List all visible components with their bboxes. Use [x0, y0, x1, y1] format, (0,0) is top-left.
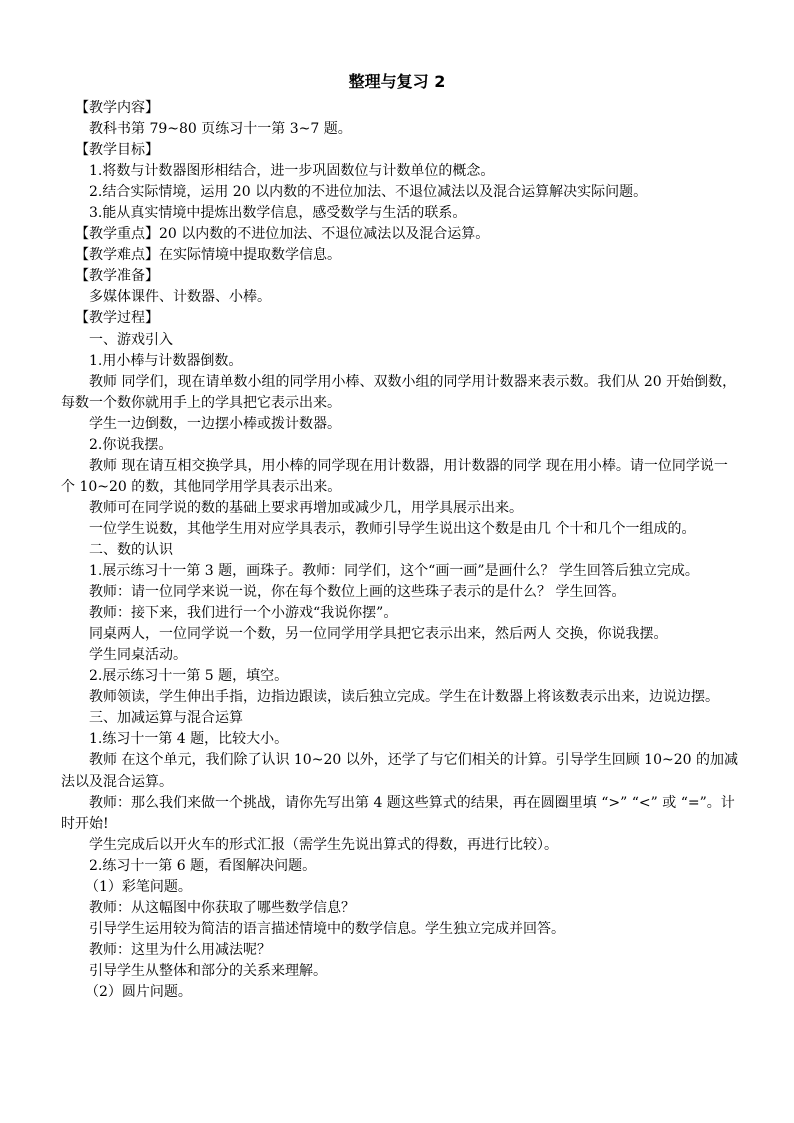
paragraph: 三、加减运算与混合运算	[89, 710, 243, 727]
paragraph: 学生一边倒数，一边摆小棒或拨计数器。	[89, 415, 341, 432]
paragraph: 2.你说我摆。	[89, 436, 173, 453]
paragraph: 引导学生从整体和部分的关系来理解。	[89, 962, 327, 979]
paragraph: 教师 同学们，现在请单数小组的同学用小棒、双数小组的同学用计数器来表示数。我们从 20 开始倒数，每数一个数你就用手上的学具把它表示出来。	[61, 373, 737, 411]
paragraph: 1.展示练习十一第 3 题，画珠子。教师：同学们，这个“画一画”是画什么？ 学生回答后独立完成。	[89, 563, 699, 580]
paragraph: 教师：请一位同学来说一说，你在每个数位上画的这些珠子表示的是什么？ 学生回答。	[89, 584, 626, 601]
section-heading: 【教学内容】	[75, 100, 159, 116]
paragraph: 教师：这里为什么用减法呢？	[89, 941, 271, 958]
paragraph: 教师 在这个单元，我们除了认识 10~20 以外，还学了与它们相关的计算。引导学生回顾 10~20 的加减法以及混合运算。	[61, 752, 738, 790]
paragraph: 2.展示练习十一第 5 题，填空。	[89, 668, 289, 685]
page-title: 整理与复习 2	[348, 72, 446, 91]
paragraph: 1.将数与计数器图形相结合，进一步巩固数位与计数单位的概念。	[89, 163, 495, 180]
paragraph: 3.能从真实情境中提炼出数学信息，感受数学与生活的联系。	[89, 205, 467, 222]
paragraph: 二、数的认识	[89, 541, 173, 558]
paragraph: 教师领读，学生伸出手指，边指边跟读，读后独立完成。学生在计数器上将该数表示出来，边说边摆。	[89, 689, 719, 706]
paragraph: 2.练习十一第 6 题，看图解决问题。	[89, 857, 317, 874]
paragraph: 教师：从这幅图中你获取了哪些数学信息？	[89, 899, 355, 916]
paragraph: 1.用小棒与计数器倒数。	[89, 352, 243, 369]
paragraph: 教科书第 79~80 页练习十一第 3~7 题。	[89, 121, 352, 138]
section-heading: 【教学准备】	[75, 268, 159, 285]
section-heading: 【教学重点】20 以内数的不进位加法、不退位减法以及混合运算。	[75, 226, 490, 243]
document-body	[61, 98, 741, 1003]
section-heading: 【教学目标】	[75, 142, 159, 159]
paragraph: 教师：那么我们来做一个挑战，请你先写出第 4 题这些算式的结果，再在圆圈里填 “>” “<” 或 “=”。计时开始!	[61, 794, 735, 832]
paragraph: 学生同桌活动。	[89, 647, 187, 664]
section-heading: 【教学难点】在实际情境中提取数学信息。	[75, 247, 341, 264]
paragraph: 教师 现在请互相交换学具，用小棒的同学现在用计数器，用计数器的同学 现在用小棒。请一位同学说一个 10~20 的数，其他同学用学具表示出来。	[61, 457, 728, 495]
paragraph: 教师：接下来，我们进行一个小游戏“我说你摆”。	[89, 605, 398, 622]
paragraph: （2）圆片问题。	[85, 983, 192, 1000]
section-heading: 【教学过程】	[75, 310, 159, 327]
paragraph: 多媒体课件、计数器、小棒。	[89, 289, 271, 306]
paragraph: 同桌两人，一位同学说一个数，另一位同学用学具把它表示出来，然后两人 交换，你说我摆。	[89, 626, 668, 643]
paragraph: 教师可在同学说的数的基础上要求再增加或减少几，用学具展示出来。	[89, 499, 523, 516]
paragraph: 引导学生运用较为简洁的语言描述情境中的数学信息。学生独立完成并回答。	[89, 920, 565, 937]
paragraph: （1）彩笔问题。	[85, 878, 192, 895]
paragraph: 1.练习十一第 4 题，比较大小。	[89, 731, 289, 748]
paragraph: 一位学生说数，其他学生用对应学具表示，教师引导学生说出这个数是由几 个十和几个一组成的。	[89, 520, 696, 537]
paragraph: 一、游戏引入	[89, 331, 173, 348]
paragraph: 学生完成后以开火车的形式汇报（需学生先说出算式的得数，再进行比较）。	[89, 836, 558, 853]
paragraph: 2.结合实际情境，运用 20 以内数的不进位加法、不退位减法以及混合运算解决实际问题。	[89, 184, 648, 201]
